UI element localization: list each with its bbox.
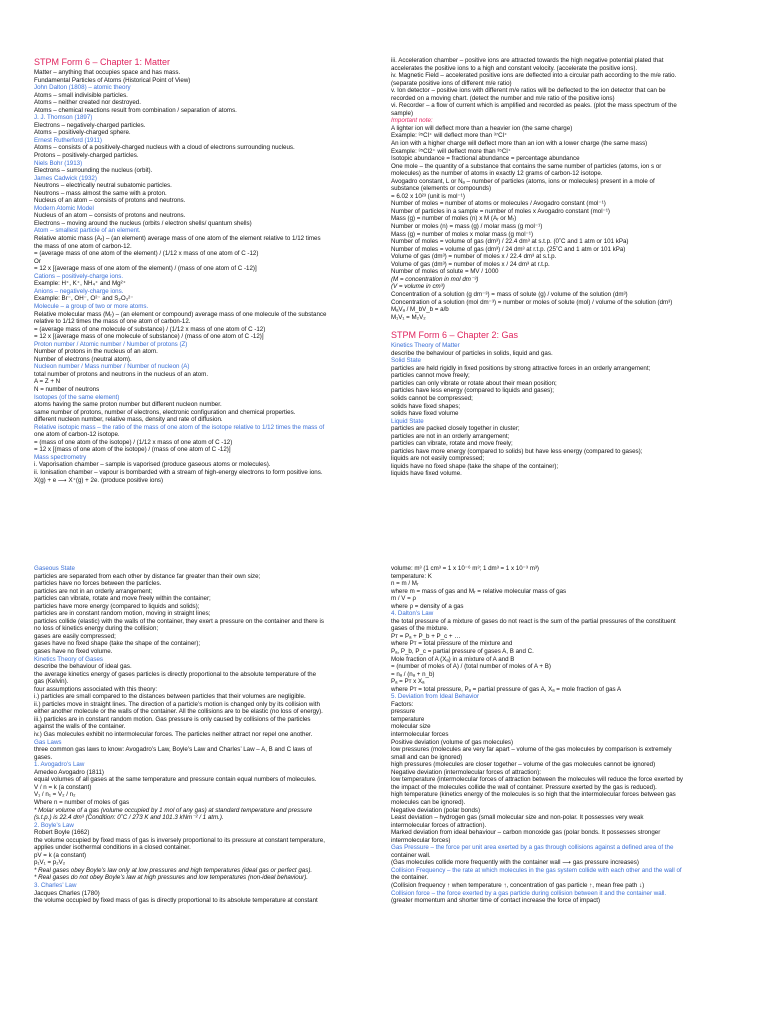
text-line: M₁V₁ = M₂V₂ bbox=[391, 313, 426, 321]
text-line: particles are packed closely together in cluster; bbox=[391, 425, 520, 433]
text-line: the volume occupied by fixed mass of gas is directly proportional to its absolute temperature at constant bbox=[34, 897, 318, 905]
text-line: One mole – the quantity of a substance that contains the same number of particles (atoms, ion s or bbox=[391, 162, 662, 170]
text-line: (M = concentration in mol dm⁻³) bbox=[391, 275, 479, 283]
text-line: the total pressure of a mixture of gases do not react is the sum of the partial pressures of the constituent bbox=[391, 617, 676, 625]
text-line: iv.) Gas molecules exhibit no intermolecular forces. The particles neither attract nor repel one another. bbox=[34, 731, 313, 739]
text-line: Amedeo Avogadro (1811) bbox=[34, 768, 104, 776]
chapter-2-lines bbox=[391, 342, 747, 478]
text-line: either another molecule or the walls of the container. All the collisions are to be elastic (no loss of energy). bbox=[34, 708, 323, 716]
text-line: particles are not in an orderly arrangement; bbox=[34, 587, 153, 595]
section-heading: Collision Frequency – the rate at which molecules in the gas system collide with each other and the wall of bbox=[391, 866, 682, 874]
text-line: Number of moles = volume of gas (dm³) / 24 dm³ at r.t.p. (25˚C and 1 atm or 101 kPa) bbox=[391, 245, 626, 253]
text-line: Neutrons – electrically neutral subatomic particles. bbox=[34, 182, 172, 190]
text-line: Pᴛ = Pₐ + P_b + P_c + … bbox=[391, 632, 461, 640]
text-line: describe the behaviour of ideal gas. bbox=[34, 663, 132, 671]
text-line: Example: H⁺, K⁺, NH₄⁺ and Mg²⁺ bbox=[34, 280, 126, 288]
text-line: Nucleus of an atom – consists of protons and neutrons. bbox=[34, 212, 186, 220]
text-line: i. Vaporisation chamber – sample is vaporised (produce gaseous atoms or molecules). bbox=[34, 461, 271, 469]
text-line: (greater momentum and shorter time of contact increase the force of impact) bbox=[391, 897, 601, 905]
section-heading: James Cadwick (1932) bbox=[34, 174, 97, 182]
text-line: volume: m³ (1 cm³ = 1 x 10⁻⁶ m³; 1 dm³ = 1 x 10⁻³ m³) bbox=[391, 565, 539, 572]
text-line: relative to 1/12 times the mass of one atom of carbon-12. bbox=[34, 318, 191, 326]
text-line: A = Z + N bbox=[34, 378, 61, 386]
text-line: (s.t.p.) is 22.4 dm³ (Condition: 0˚C / 273 K and 101.3 kNm⁻² / 1 atm.). bbox=[34, 814, 224, 822]
text-line: Marked deviation from ideal behaviour – carbon monoxide gas (polar bonds. It possesses stronger bbox=[391, 829, 661, 837]
section-heading: Isotopes (of the same element) bbox=[34, 393, 120, 401]
text-line: ii. Ionisation chamber – vapour is bombarded with a stream of high-energy electrons to form positive ions. bbox=[34, 468, 323, 476]
text-line: molecules can be ignored). bbox=[391, 798, 466, 806]
section-heading: Collision force – the force exerted by a gas particle during collision between it and the container wall. bbox=[391, 889, 667, 897]
text-line: temperature: K bbox=[391, 572, 432, 580]
text-line: v. Ion detector – positive ions with different m/e ratios will be deflected to the ion detector that can be bbox=[391, 87, 666, 95]
text-line: = 12 x [(average mass of one atom of the element) / (mass of one atom of C -12)] bbox=[34, 265, 257, 273]
text-line: solids have fixed shapes; bbox=[391, 402, 461, 410]
text-line: Electrons – moving around the nucleus (orbits / electron shells/ quantum shells) bbox=[34, 219, 252, 227]
column-chapter1-matter bbox=[34, 57, 390, 532]
text-line: Robert Boyle (1662) bbox=[34, 829, 90, 837]
text-line: = 12 x [(mass of one atom of the isotope) / (mass of one atom of C -12)] bbox=[34, 446, 231, 454]
text-line: Pₐ = Pᴛ x Xₐ bbox=[391, 678, 425, 686]
text-line: Atoms – small indivisible particles. bbox=[34, 91, 128, 99]
text-line: Volume of gas (dm³) = number of moles x / 24 dm³ at r.t.p. bbox=[391, 260, 550, 268]
text-line: gases have no fixed shape (take the shape of the container); bbox=[34, 640, 201, 648]
text-line: liquids have fixed volume. bbox=[391, 470, 462, 478]
text-line: * Real gases do not obey Boyle’s law at high pressures and low temperatures (non-ideal behaviour). bbox=[34, 874, 309, 882]
text-line: gases of the mixture. bbox=[391, 625, 449, 633]
text-line: Number of protons in the nucleus of an atom. bbox=[34, 348, 158, 356]
text-line: Matter – anything that occupies space and has mass. bbox=[34, 69, 181, 76]
text-line: particles have less energy (compared to liquids and gases); bbox=[391, 387, 555, 395]
text-line: different nucleon number, relative mass, density and rate of diffusion. bbox=[34, 416, 223, 424]
text-line: particles can only vibrate or rotate about their mean position; bbox=[391, 379, 557, 387]
text-line: pressure bbox=[391, 708, 416, 716]
text-line: solids have fixed volume bbox=[391, 410, 459, 418]
note-heading: Important note: bbox=[391, 117, 433, 125]
text-line: = (mass of one atom of the isotope) / (1/12 x mass of one atom of C -12) bbox=[34, 438, 233, 446]
chapter-1-lines bbox=[34, 69, 390, 484]
text-line: three common gas laws to know: Avogadro’s Law, Boyle’s Law and Charles’ Law – A, B and C laws of bbox=[34, 746, 313, 754]
dalton-deviation-lines bbox=[391, 565, 747, 905]
section-heading: Molecule – a group of two or more atoms. bbox=[34, 302, 149, 310]
text-line: no loss of kinetics energy during the collision; bbox=[34, 625, 159, 633]
text-line: iii.) particles are in constant random motion. Gas pressure is only caused by collisions of the particles bbox=[34, 715, 311, 723]
section-heading: 3. Charles’ Law bbox=[34, 881, 77, 889]
section-heading: Atom – smallest particle of an element. bbox=[34, 227, 141, 235]
text-line: = 12 x [(average mass of one molecule of substance) / (mass of one atom of C -12)] bbox=[34, 333, 264, 341]
text-line: Isotopic abundance = fractional abundance = percentage abundance bbox=[391, 155, 580, 163]
section-heading: Liquid State bbox=[391, 417, 424, 425]
text-line: Where n = number of moles of gas bbox=[34, 798, 130, 806]
text-line: * Molar volume of a gas (volume occupied by 1 mol of any gas) at standard temperature and pressure bbox=[34, 806, 313, 814]
chapter-2-title: STPM Form 6 – Chapter 2: Gas bbox=[391, 330, 519, 341]
text-line: i.) particles are small compared to the distances between particles that their volumes are negligible. bbox=[34, 693, 306, 701]
text-line: recorded on a moving chart. (detect the number and m/e ratio of the positive ions) bbox=[391, 94, 615, 102]
text-line: particles have more energy (compared to solids) but have less energy (compared to gases); bbox=[391, 447, 643, 455]
text-line: where Pᴛ = total pressure, Pₐ = partial pressure of gas A, Xₐ = mole fraction of gas A bbox=[391, 685, 622, 693]
text-line: Factors: bbox=[391, 700, 414, 708]
section-heading: Niels Bohr (1913) bbox=[34, 159, 83, 167]
text-line: equal volumes of all gases at the same temperature and pressure contain equal numbers of molecules. bbox=[34, 776, 317, 784]
text-line: Relative atomic mass (Aᵣ) – (an element) average mass of one atom of the element relative to 1/12 times bbox=[34, 235, 321, 243]
text-line: total number of protons and neutrons in the nucleus of an atom. bbox=[34, 370, 209, 378]
text-line: vi. Recorder – a flow of current which is amplified and recorded as peaks. (plot the mass spectrum of the bbox=[391, 102, 677, 110]
section-heading: Gas Laws bbox=[34, 738, 62, 746]
text-line: = 6.02 x 10²³ (unit is mol⁻¹) bbox=[391, 192, 465, 200]
section-heading: Modern Atomic Model bbox=[34, 204, 94, 212]
text-line: Example: Br⁻, OH⁻, O²⁻ and S₂O₃²⁻ bbox=[34, 295, 134, 303]
text-line: Mass (g) = number of moles x molar mass (g mol⁻¹) bbox=[391, 230, 534, 238]
text-line: Mass (g) = number of moles (n) x M (Aᵣ or Mᵣ) bbox=[391, 215, 517, 223]
text-line: (separate positive ions of different m/e ratio) bbox=[391, 79, 512, 87]
text-line: Neutrons – mass almost the same with a proton. bbox=[34, 189, 167, 197]
text-line: A lighter ion will deflect more than a heavier ion (the same charge) bbox=[391, 124, 573, 132]
text-line: p₁V₁ = p₂V₂ bbox=[34, 859, 66, 867]
text-line: Atoms – chemical reactions result from combination / separation of atoms. bbox=[34, 106, 237, 114]
text-line: = (average mass of one atom of the element) / (1/12 x mass of one atom of C -12) bbox=[34, 250, 259, 258]
text-line: Positive deviation (volume of gas molecules) bbox=[391, 738, 514, 746]
text-line: molecules) as the number of atoms in exactly 12 grams of carbon-12 isotope. bbox=[391, 170, 603, 178]
text-line: temperature bbox=[391, 715, 425, 723]
text-line: Concentration of a solution (mol dm⁻³) = number or moles of solute (mol) / volume of the solution (dm³) bbox=[391, 298, 673, 306]
text-line: intermolecular forces bbox=[391, 731, 449, 739]
text-line: particles cannot move freely; bbox=[391, 372, 470, 380]
section-heading: John Dalton (1808) – atomic theory bbox=[34, 84, 131, 92]
text-line: four assumptions associated with this theory: bbox=[34, 685, 158, 693]
text-line: where ρ = density of a gas bbox=[391, 602, 464, 610]
text-line: where m = mass of gas and Mᵣ = relative molecular mass of gas bbox=[391, 587, 567, 595]
section-heading: Anions – negatively-charge ions. bbox=[34, 287, 124, 295]
section-heading: 5. Deviation from Ideal Behavior bbox=[391, 693, 480, 701]
text-line: low temperature (intermolecular forces of attraction between the molecules will reduce the force exerted by bbox=[391, 776, 683, 784]
text-line: Relative molecular mass (Mᵣ) – (an element or compound) average mass of one molecule of the substance bbox=[34, 310, 327, 318]
text-line: Example: ³⁵Cl2⁺ will deflect more than ³⁵Cl⁺ bbox=[391, 147, 511, 155]
section-heading: Nucleon number / Mass number / Number of nucleon (A) bbox=[34, 363, 190, 371]
text-line: Electrons – surrounding the nucleus (orbit). bbox=[34, 167, 153, 175]
text-line: solids cannot be compressed; bbox=[391, 394, 473, 402]
section-heading: 1. Avogadro’s Law bbox=[34, 761, 85, 769]
section-heading: Gas Pressure – the force per unit area exerted by a gas through collisions against a defined area of the bbox=[391, 844, 674, 852]
text-line: against the walls of the container. bbox=[34, 723, 126, 731]
text-line: container wall. bbox=[391, 851, 431, 859]
text-line: Volume of gas (dm³) = number of moles x / 22.4 dm³ at s.t.p. bbox=[391, 253, 557, 261]
text-line: Jacques Charles (1780) bbox=[34, 889, 100, 897]
text-line: the mass of one atom of carbon-12. bbox=[34, 242, 132, 250]
column-mass-spectrometry-moles bbox=[391, 57, 747, 532]
text-line: liquids are not easily compressed; bbox=[391, 455, 485, 463]
text-line: high temperature (kinetics energy of the molecules is so high that the intermolecular forces between gas bbox=[391, 791, 676, 799]
text-line: particles collide (elastic) with the walls of the container, they exert a pressure on the container and there is bbox=[34, 617, 324, 625]
text-line: gas (Kelvin). bbox=[34, 678, 69, 686]
text-line: Least deviation – hydrogen gas (small molecular size and non-polar. It possesses very weak bbox=[391, 814, 644, 822]
text-line: the average kinetics energy of gases particles is directly proportional to the absolute temperature of the bbox=[34, 670, 317, 678]
text-line: Nucleus of an atom – consists of protons and neutrons. bbox=[34, 197, 186, 205]
text-line: particles have no forces between the particles. bbox=[34, 580, 162, 588]
text-line: Negative deviation (polar bonds) bbox=[391, 806, 481, 814]
section-heading: Ernest Rutherford (1911) bbox=[34, 136, 102, 144]
text-line: Negative deviation (intermolecular forces of attraction): bbox=[391, 768, 541, 776]
text-line: atoms having the same proton number but different nucleon number. bbox=[34, 401, 222, 409]
text-line: low pressures (molecules are very far apart – volume of the gas molecules by comparison is extremely bbox=[391, 746, 672, 754]
text-line: gases. bbox=[34, 753, 53, 761]
text-line: (V = volume in cm³) bbox=[391, 283, 445, 291]
text-line: Number of moles of solute = MV / 1000 bbox=[391, 268, 499, 276]
text-line: Number of moles = number of atoms or molecules / Avogadro constant (mol⁻¹) bbox=[391, 200, 606, 208]
text-line: intermolecular forces) bbox=[391, 836, 451, 844]
section-heading: Proton number / Atomic number / Number of protons (Z) bbox=[34, 340, 188, 348]
text-line: high pressures (molecules are closer together – volume of the gas molecules cannot be ignored) bbox=[391, 761, 656, 769]
text-line: Example: ³⁵Cl⁺ will deflect more than ³⁷Cl⁺ bbox=[391, 132, 508, 140]
text-line: the volume occupied by fixed mass of gas is inversely proportional to its pressure at constant temperature, bbox=[34, 836, 325, 844]
text-line: intermolecular forces of attraction). bbox=[391, 821, 487, 829]
text-line: N = number of neutrons bbox=[34, 385, 100, 393]
text-line: accelerates the positive ions to a high and constant velocity. (accelerate the positive ions). bbox=[391, 64, 638, 72]
text-line: Avogadro constant, L or Nₐ – number of particles (atoms, ions or molecules) present in a mole of bbox=[391, 177, 655, 185]
text-line: Number or moles (n) = mass (g) / molar mass (g mol⁻¹) bbox=[391, 223, 543, 231]
text-line: Protons – positively-charged particles. bbox=[34, 152, 139, 160]
text-line: (Gas molecules collide more frequently with the container wall ⟶ gas pressure increases) bbox=[391, 859, 639, 867]
section-heading: Mass spectrometry bbox=[34, 453, 87, 461]
text-line: Atoms – consists of a positively-charged nucleus with a cloud of electrons surrounding nucleus. bbox=[34, 144, 295, 152]
text-line: substance (elements or compounds) bbox=[391, 185, 492, 193]
text-line: V₁ / n₁ = V₂ / n₂ bbox=[34, 791, 76, 799]
text-line: (Collision frequency ↑ when temperature ↑, concentration of gas particle ↑, mean free path ↓) bbox=[391, 881, 645, 889]
text-line: particles can vibrate, rotate and move freely within the container; bbox=[34, 595, 211, 603]
section-heading: Kinetics Theory of Matter bbox=[391, 342, 460, 350]
text-line: liquids have no fixed shape (take the shape of the container); bbox=[391, 462, 559, 470]
text-line: Electrons – negatively-charged particles. bbox=[34, 121, 146, 129]
text-line: Or bbox=[34, 257, 41, 265]
text-line: Pₐ, P_b, P_c = partial pressure of gases A, B and C. bbox=[391, 648, 534, 656]
text-line: gases have no fixed volume. bbox=[34, 648, 113, 656]
text-line: the impact of the molecules collide the wall of container. Pressure exerted by the gas is reduced). bbox=[391, 783, 657, 791]
text-line: one atom of carbon-12 isotope. bbox=[34, 431, 120, 439]
text-line: n = m / Mᵣ bbox=[391, 580, 419, 588]
text-line: Mole fraction of A (Xₐ) in a mixture of A and B bbox=[391, 655, 515, 663]
text-line: applies under isothermal conditions in a closed container. bbox=[34, 844, 191, 852]
text-line: * Real gases obey Boyle’s law only at low pressures and high temperatures (ideal gas or perfect gas). bbox=[34, 866, 313, 874]
text-line: same number of protons, number of electrons, electronic configuration and chemical properties. bbox=[34, 408, 296, 416]
text-line: m / V = ρ bbox=[391, 595, 417, 603]
chapter-1-title: STPM Form 6 – Chapter 1: Matter bbox=[34, 57, 171, 67]
section-heading: Kinetics Theory of Gases bbox=[34, 655, 104, 663]
section-heading: Cations – positively-charge ions. bbox=[34, 272, 124, 280]
text-line: MₐVₐ / M_bV_b = a/b bbox=[391, 306, 449, 314]
text-line: where Pᴛ = total pressure of the mixture and bbox=[391, 640, 513, 648]
text-line: particles are in constant random motion, moving in straight lines; bbox=[34, 610, 211, 618]
text-line: particles have more energy (compared to liquids and solids); bbox=[34, 602, 200, 610]
text-line: Atoms – positively-charged sphere. bbox=[34, 129, 131, 137]
section-heading: Relative isotopic mass – the ratio of the mass of one atom of the isotope relative to 1/12 times the mass of bbox=[34, 423, 325, 431]
gas-laws-lines bbox=[34, 565, 390, 905]
text-line: Fundamental Particles of Atoms (Historical Point of View) bbox=[34, 76, 191, 84]
text-line: describe the behaviour of particles in solids, liquid and gas. bbox=[391, 349, 553, 357]
text-line: ii.) particles move in straight lines. The direction of a particle’s motion is changed only by its collision with bbox=[34, 700, 320, 708]
text-line: particles are not in an orderly arrangement; bbox=[391, 432, 510, 440]
column-dalton-deviation bbox=[391, 565, 747, 1024]
section-heading: 4. Dalton’s Law bbox=[391, 610, 434, 618]
text-line: gases are easily compressed; bbox=[34, 632, 116, 640]
column-gaseous-state bbox=[34, 565, 390, 1024]
text-line: molecular size bbox=[391, 723, 431, 731]
text-line: iii. Acceleration chamber – positive ions are attracted towards the high negative potential plated that bbox=[391, 57, 664, 64]
text-line: particles are held rigidly in fixed positions by strong attractive forces in an orderly arrangement; bbox=[391, 364, 651, 372]
text-line: = (number of moles of A) / (total number of moles of A + B) bbox=[391, 663, 551, 671]
text-line: X(g) + e ⟶ X⁺(g) + 2e. (produce positive ions) bbox=[34, 476, 164, 484]
text-line: the container. bbox=[391, 874, 429, 882]
text-line: particles can vibrate, rotate and move freely; bbox=[391, 440, 513, 448]
text-line: sample) bbox=[391, 109, 414, 117]
section-heading: Gaseous State bbox=[34, 565, 75, 572]
text-line: = nₐ / (nₐ + n_b) bbox=[391, 670, 435, 678]
text-line: Number of moles = volume of gas (dm³) / 22.4 dm³ at s.t.p. (0˚C and 1 atm or 101 kPa) bbox=[391, 238, 629, 246]
text-line: Number of particles in a sample = number of moles x Avogadro constant (mol⁻¹) bbox=[391, 207, 610, 215]
text-line: Concentration of a solution (g dm⁻³) = mass of solute (g) / volume of the solution (dm³) bbox=[391, 290, 628, 298]
text-line: Atoms – neither created nor destroyed. bbox=[34, 99, 141, 107]
text-line: An ion with a higher charge will deflect more than an ion with a lower charge (the same mass) bbox=[391, 140, 648, 148]
section-heading: J. J. Thomson (1897) bbox=[34, 114, 93, 122]
section-heading: 2. Boyle’s Law bbox=[34, 821, 74, 829]
text-line: particles are separated from each other by distance far greater than their own size; bbox=[34, 572, 261, 580]
text-line: Number of electrons (neutral atom). bbox=[34, 355, 132, 363]
text-line: small and can be ignored) bbox=[391, 753, 463, 761]
mole-concept-lines bbox=[391, 57, 747, 321]
text-line: pV = k (a constant) bbox=[34, 851, 87, 859]
section-heading: Solid State bbox=[391, 357, 421, 365]
text-line: V / n = k (a constant) bbox=[34, 783, 92, 791]
text-line: iv. Magnetic Field – accelerated positive ions are deflected into a circular path according to the m/e ratio. bbox=[391, 72, 677, 80]
text-line: = (average mass of one molecule of substance) / (1/12 x mass of one atom of C -12) bbox=[34, 325, 266, 333]
